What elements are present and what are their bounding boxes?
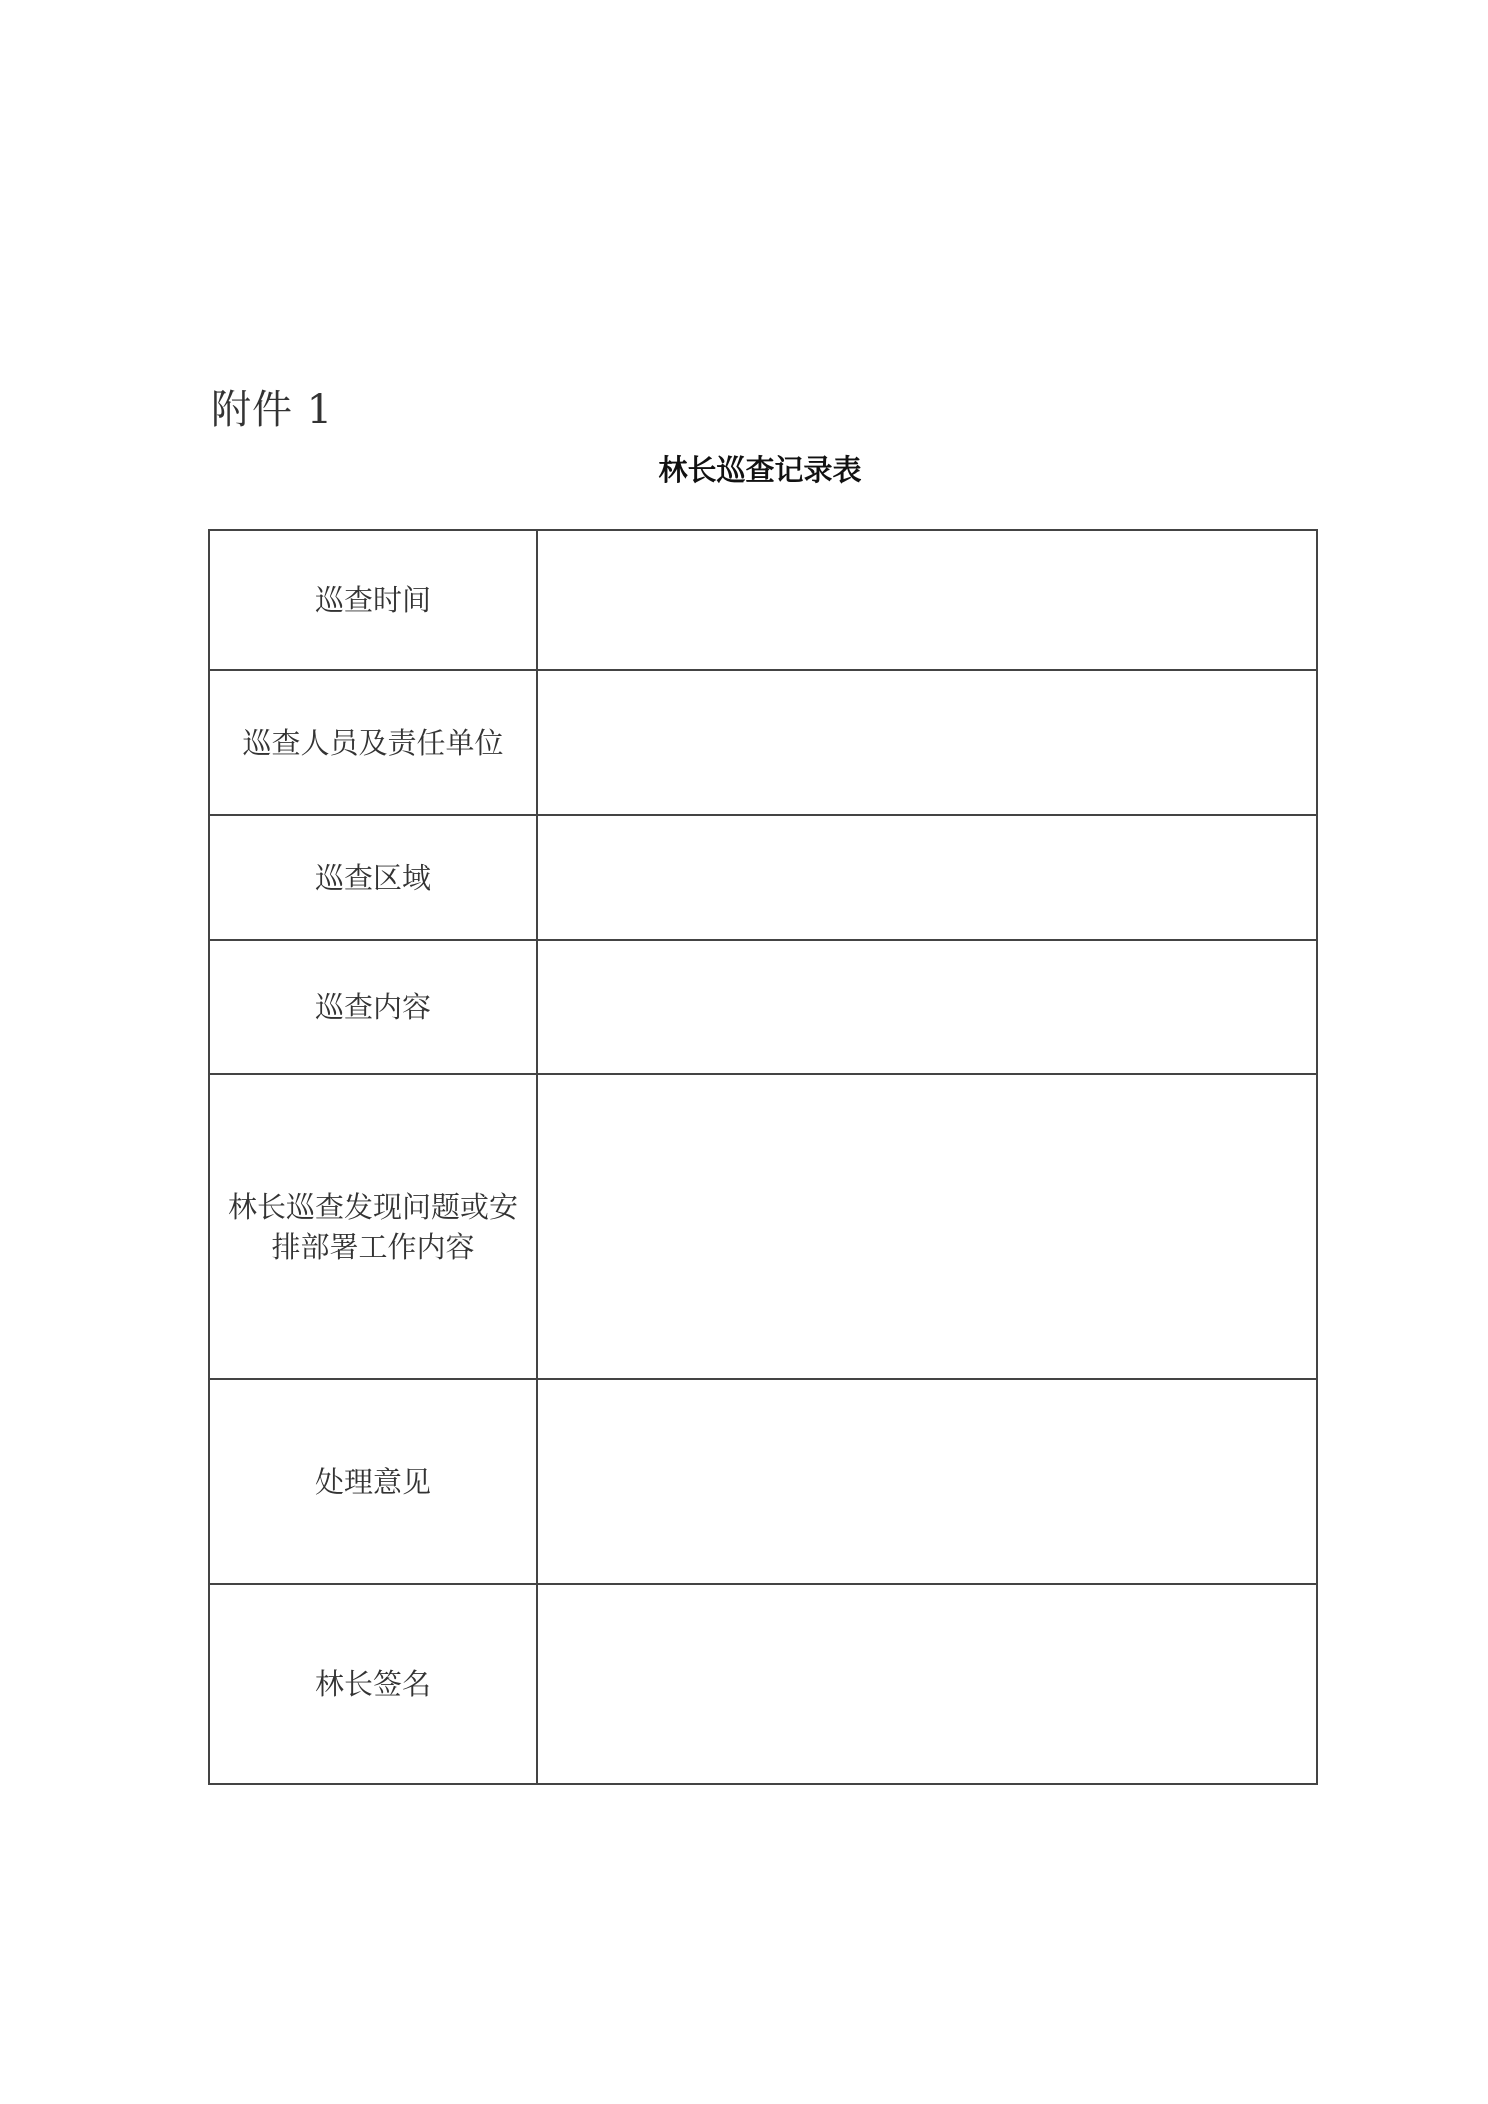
row-label-handling-opinion: 处理意见 <box>209 1379 537 1584</box>
row-value-chief-signature[interactable] <box>537 1584 1317 1784</box>
row-value-issues-found[interactable] <box>537 1074 1317 1379</box>
row-label-patrol-time: 巡查时间 <box>209 530 537 670</box>
row-value-patrol-personnel[interactable] <box>537 670 1317 815</box>
row-value-patrol-content[interactable] <box>537 940 1317 1074</box>
row-value-handling-opinion[interactable] <box>537 1379 1317 1584</box>
table-row-chief-signature <box>209 1584 1317 1784</box>
attachment-label: 附件 1 <box>211 387 334 433</box>
table-row-patrol-area <box>209 815 1317 940</box>
patrol-record-table <box>208 529 1318 1785</box>
table-row-patrol-content <box>209 940 1317 1074</box>
row-label-issues-found: 林长巡查发现问题或安排部署工作内容 <box>209 1074 537 1379</box>
table-row-issues-found <box>209 1074 1317 1379</box>
row-label-patrol-area: 巡查区域 <box>209 815 537 940</box>
row-label-chief-signature: 林长签名 <box>209 1584 537 1784</box>
document-title: 林长巡查记录表 <box>658 453 862 487</box>
row-value-patrol-time[interactable] <box>537 530 1317 670</box>
table-row-patrol-time <box>209 530 1317 670</box>
row-value-patrol-area[interactable] <box>537 815 1317 940</box>
row-label-patrol-personnel: 巡查人员及责任单位 <box>209 670 537 815</box>
table-row-patrol-personnel <box>209 670 1317 815</box>
row-label-patrol-content: 巡查内容 <box>209 940 537 1074</box>
table-row-handling-opinion <box>209 1379 1317 1584</box>
